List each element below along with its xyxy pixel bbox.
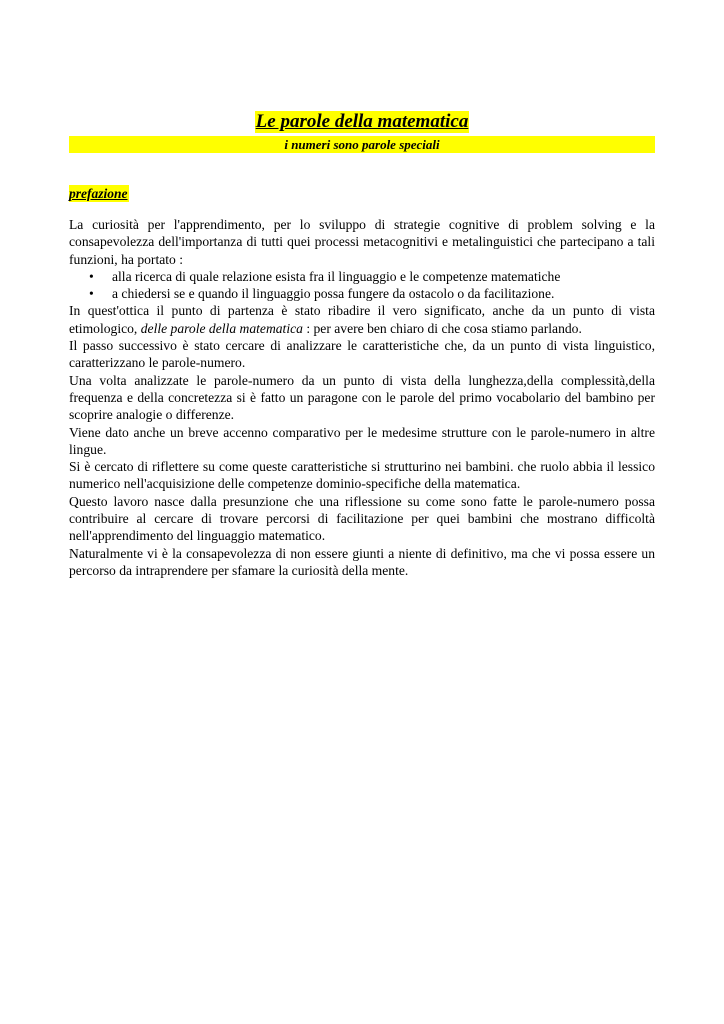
bullet-icon: •: [89, 268, 94, 284]
intro-paragraph: La curiosità per l'apprendimento, per lo sviluppo di strategie cognitive di problem solving e la consapevolezza dell'importanza di tutti quei processi metacognitivi e metalinguistici che partecipano a tali funzioni, ha portato :: [69, 217, 655, 267]
paragraph-etymology-start: In quest'ottica il punto di partenza è stato ribadire il vero significato, anche da un punto di vista etimologico,: [69, 303, 655, 336]
paragraph-etymology-end: : per avere ben chiaro di che cosa stiamo parlando.: [302, 320, 582, 336]
bullet-text: alla ricerca di quale relazione esista fra il linguaggio e le competenze matematiche: [112, 268, 561, 284]
paragraph: Viene dato anche un breve accenno comparativo per le medesime strutture con le parole-numero in altre lingue.: [69, 424, 655, 457]
title-block: [69, 110, 655, 136]
document-subtitle: i numeri sono parole speciali: [69, 136, 655, 153]
paragraph: Una volta analizzate le parole-numero da un punto di vista della lunghezza,della complessità,della frequenza e della concretezza si è fatto un paragone con le parole del primo vocabolario del bambino per scoprire analogie o differenze.: [69, 372, 655, 423]
bullet-item: [69, 285, 655, 302]
body-text: [69, 216, 655, 579]
paragraph: Naturalmente vi è la consapevolezza di non essere giunti a niente di definitivo, ma che vi possa essere un percorso da intraprendere per sfamare la curiosità della mente.: [69, 545, 655, 578]
paragraph-etymology: [69, 302, 655, 337]
bullet-list: [69, 268, 655, 303]
paragraph-etymology-italic: delle parole della matematica: [140, 320, 303, 336]
bullet-item: [69, 268, 655, 285]
bullet-text: a chiedersi se e quando il linguaggio possa fungere da ostacolo o da facilitazione.: [112, 286, 555, 302]
document-page: [69, 110, 655, 579]
document-title: Le parole della matematica: [255, 111, 469, 132]
section-heading-prefazione: prefazione: [69, 186, 128, 201]
paragraph: Questo lavoro nasce dalla presunzione che una riflessione su come sono fatte le parole-numero possa contribuire al cercare di trovare percorsi di facilitazione per quei bambini che mostrano difficoltà nell'apprendimento del linguaggio matematico.: [69, 493, 655, 544]
section-heading: [69, 184, 655, 204]
bullet-icon: •: [89, 286, 94, 302]
paragraph: Il passo successivo è stato cercare di analizzare le caratteristiche che, da un punto di vista linguistico, caratterizzano le parole-numero.: [69, 338, 655, 371]
paragraph: Si è cercato di riflettere su come queste caratteristiche si strutturino nei bambini. che ruolo abbia il lessico numerico nell'acquisizione delle competenze dominio-specifiche della matematica.: [69, 459, 655, 492]
